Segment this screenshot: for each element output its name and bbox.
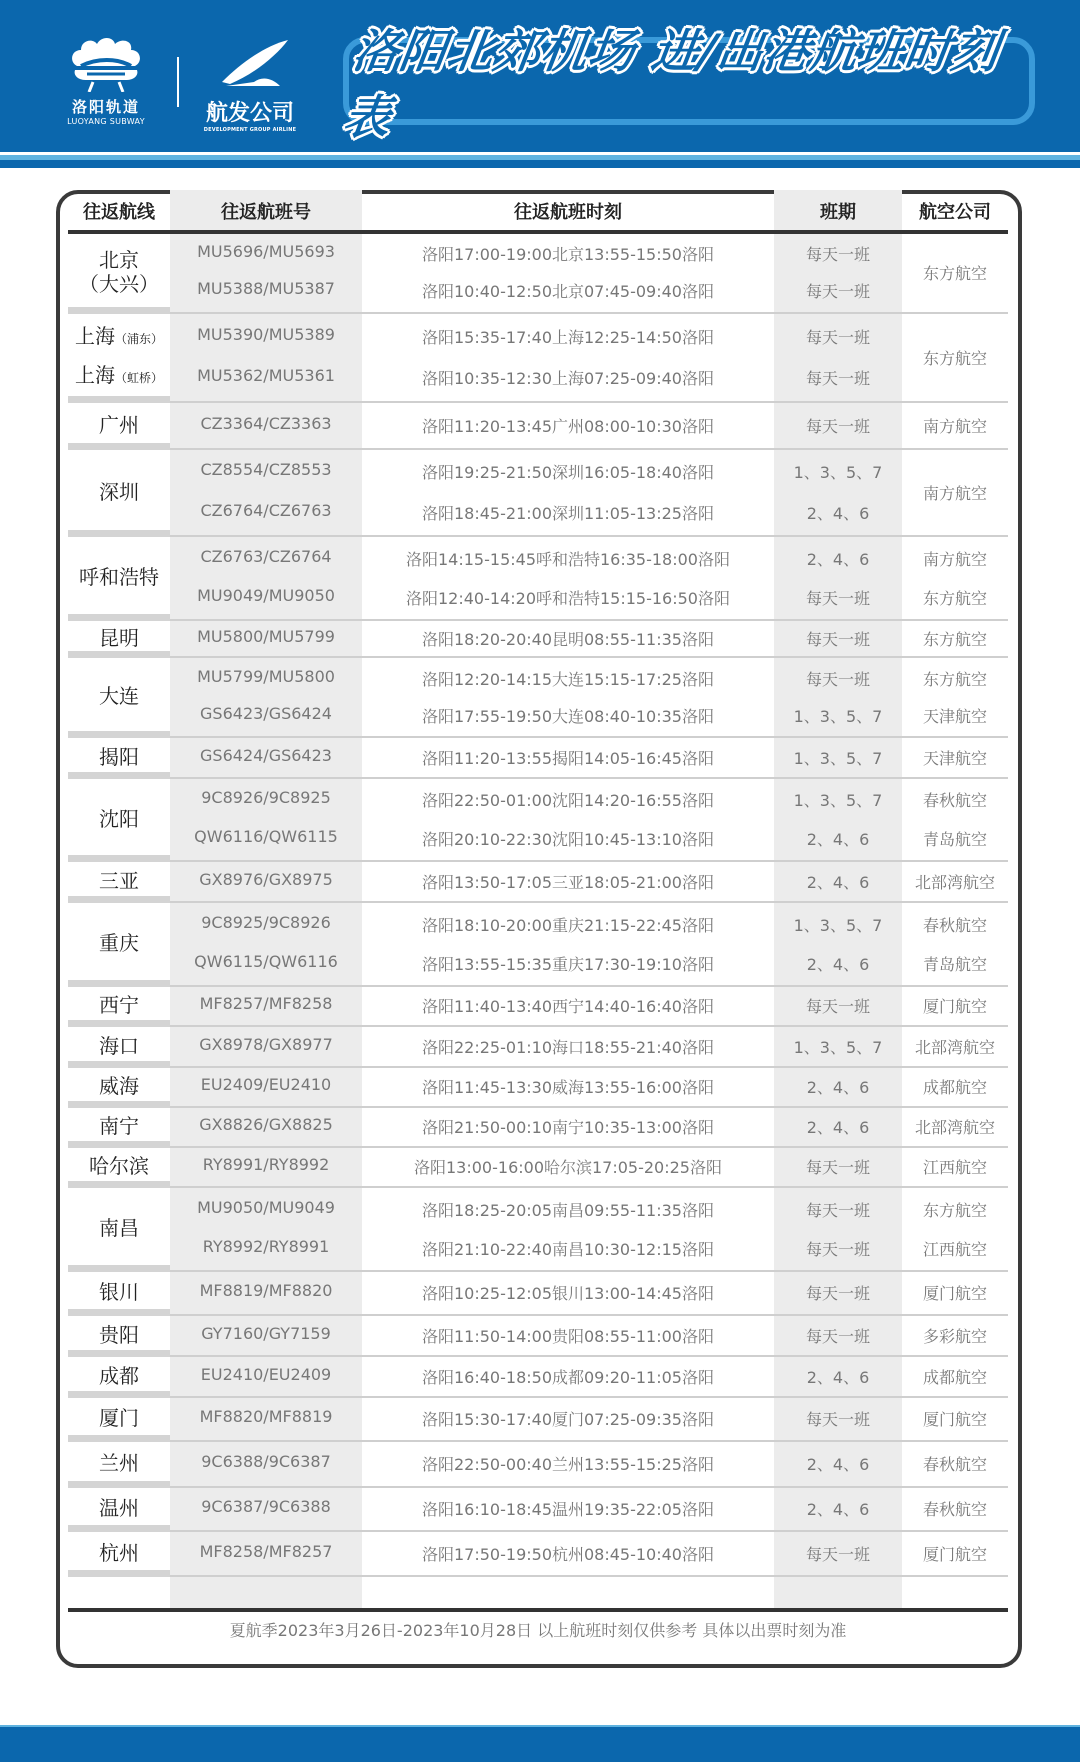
schedule-days: 2、4、6: [806, 550, 870, 569]
airline: 厦门航空: [922, 997, 987, 1016]
schedule-days: 每天一班: [805, 1284, 870, 1303]
flight-times: 洛阳11:40-13:40西宁14:40-16:40洛阳: [422, 997, 714, 1016]
airline: 北部湾航空: [914, 1038, 995, 1057]
flight-number: GX8826/GX8825: [199, 1115, 333, 1134]
route-cell: [68, 987, 170, 1023]
flight-times: 洛阳22:50-01:00沈阳14:20-16:55洛阳: [422, 791, 714, 810]
route-cell: [68, 779, 170, 858]
route-cell: [68, 903, 170, 983]
route-cell: [68, 314, 170, 399]
route-name: 昆明: [99, 625, 139, 650]
row-divider-route: [68, 1101, 170, 1108]
flight-times: 洛阳13:50-17:05三亚18:05-21:00洛阳: [422, 873, 714, 892]
flight-number: MU9049/MU9050: [197, 586, 335, 605]
wing-icon: [210, 38, 290, 90]
airline: 青岛航空: [922, 830, 987, 849]
airline: 南方航空: [922, 417, 987, 436]
flight-number: CZ8554/CZ8553: [200, 460, 332, 479]
row-divider-route: [68, 307, 170, 314]
row-divider-route: [68, 651, 170, 658]
schedule-days: 每天一班: [805, 1158, 870, 1177]
flight-number: 9C6388/9C6387: [201, 1452, 331, 1471]
flight-number: MU5388/MU5387: [197, 279, 335, 298]
flight-number: MU5799/MU5800: [197, 667, 335, 686]
route-name: 贵阳: [99, 1322, 139, 1347]
airline: 厦门航空: [922, 1284, 987, 1303]
route-name: 上海: [74, 323, 115, 348]
route-name: 沈阳: [99, 806, 139, 831]
flight-times: 洛阳18:20-20:40昆明08:55-11:35洛阳: [422, 630, 714, 649]
flight-number: MU9050/MU9049: [197, 1198, 335, 1217]
subway-flower-icon: [67, 36, 145, 92]
airline: 东方航空: [922, 349, 987, 368]
route-cell: [68, 1108, 170, 1144]
row-divider-route: [68, 396, 170, 403]
route-cell: [68, 1488, 170, 1528]
route-name: 北京: [99, 247, 139, 272]
airline: 东方航空: [922, 630, 987, 649]
table-row: [68, 1272, 1008, 1316]
route-name: 三亚: [99, 868, 139, 893]
schedule-days: 2、4、6: [806, 955, 870, 974]
col-header-airline: 航空公司: [919, 202, 991, 223]
route-cell: [68, 1148, 170, 1184]
flight-number: MU5696/MU5693: [197, 242, 335, 261]
route-name: 广州: [99, 412, 139, 437]
schedule-days: 2、4、6: [806, 1455, 870, 1474]
route-name: 上海: [74, 362, 115, 387]
airline: 青岛航空: [922, 955, 987, 974]
airline: 成都航空: [922, 1368, 987, 1387]
table-row: [68, 1148, 1008, 1188]
logo-right-cn: 航发公司: [205, 100, 294, 126]
header-banner: [0, 0, 1080, 152]
row-divider-route: [68, 731, 170, 738]
schedule-days: 2、4、6: [806, 873, 870, 892]
table-row: [68, 1188, 1008, 1272]
flight-number: MF8819/MF8820: [199, 1281, 333, 1300]
schedule-days: 每天一班: [805, 1410, 870, 1429]
title-box: [340, 24, 1035, 144]
row-divider-route: [68, 614, 170, 621]
route-name: 厦门: [99, 1406, 139, 1430]
flight-number: MF8258/MF8257: [199, 1542, 333, 1561]
route-cell: [68, 1442, 170, 1484]
flight-times: 洛阳19:25-21:50深圳16:05-18:40洛阳: [422, 463, 714, 482]
airline: 江西航空: [922, 1240, 987, 1259]
page-title: 洛阳北郊机场 进/出港航班时刻表: [340, 24, 1003, 144]
route-name: 重庆: [99, 931, 139, 955]
table-row: [68, 1027, 1008, 1068]
flight-times: 洛阳18:25-20:05南昌09:55-11:35洛阳: [422, 1201, 714, 1220]
row-divider-route: [68, 443, 170, 450]
flight-times: 洛阳11:20-13:45广州08:00-10:30洛阳: [422, 417, 714, 436]
flight-times: 洛阳10:35-12:30上海07:25-09:40洛阳: [422, 369, 714, 388]
flight-number: MF8257/MF8258: [199, 994, 333, 1013]
airline: 春秋航空: [922, 1500, 987, 1519]
table-header: [68, 190, 1008, 233]
flight-number: 9C6387/9C6388: [201, 1497, 331, 1516]
route-name: 兰州: [99, 1451, 139, 1475]
route-name: 杭州: [99, 1540, 139, 1565]
row-divider-route: [68, 1061, 170, 1068]
flight-times: 洛阳21:50-00:10南宁10:35-13:00洛阳: [422, 1118, 714, 1137]
row-divider-route: [68, 1141, 170, 1148]
flight-times: 洛阳11:20-13:55揭阳14:05-16:45洛阳: [422, 749, 714, 768]
route-airport: （虹桥）: [114, 370, 163, 385]
schedule-days: 每天一班: [805, 997, 870, 1016]
table-row: [68, 658, 1008, 738]
route-cell: [68, 621, 170, 654]
row-divider-route: [68, 1570, 170, 1577]
route-cell: [68, 403, 170, 446]
table-row: [68, 862, 1008, 903]
row-divider-route: [68, 1181, 170, 1188]
schedule-days: 每天一班: [805, 630, 870, 649]
col-header-flight-no: 往返航班号: [221, 202, 311, 223]
route-cell: [68, 738, 170, 775]
schedule-days: 每天一班: [805, 589, 870, 608]
flight-number: GX8976/GX8975: [199, 870, 333, 889]
table-row: [68, 987, 1008, 1027]
route-name: 银川: [99, 1280, 139, 1304]
route-cell: [68, 1272, 170, 1312]
airline: 厦门航空: [922, 1545, 987, 1564]
route-name: 温州: [99, 1496, 139, 1520]
logo-left-cn: 洛阳轨道: [71, 98, 140, 116]
flight-times: 洛阳10:40-12:50北京07:45-09:40洛阳: [422, 282, 714, 301]
flight-number: MU5390/MU5389: [197, 325, 335, 344]
airline: 东方航空: [922, 589, 987, 608]
route-name: 大连: [99, 684, 139, 708]
table-row: [68, 1488, 1008, 1532]
schedule-days: 2、4、6: [806, 504, 870, 523]
row-divider-route: [68, 772, 170, 779]
airline: 南方航空: [922, 484, 987, 503]
route-name: 揭阳: [99, 744, 139, 769]
route-cell: [68, 233, 170, 310]
logo-right-en: DEVELOPMENT GROUP AIRLINE: [203, 127, 297, 133]
flight-number: 9C8926/9C8925: [201, 788, 331, 807]
footer-rule: [68, 1608, 1008, 1612]
flight-number: CZ3364/CZ3363: [200, 414, 332, 433]
row-divider-route: [68, 1525, 170, 1532]
flight-number: MU5362/MU5361: [197, 366, 335, 385]
schedule-days: 1、3、5、7: [793, 749, 883, 768]
table-row: [68, 621, 1008, 658]
airline: 东方航空: [922, 670, 987, 689]
flight-number: EU2409/EU2410: [200, 1075, 332, 1094]
airline: 东方航空: [922, 264, 987, 283]
flight-number: 9C8925/9C8926: [201, 913, 331, 932]
flight-times: 洛阳12:20-14:15大连15:15-17:25洛阳: [422, 670, 714, 689]
schedule-days: 2、4、6: [806, 1078, 870, 1097]
table-row: [68, 1357, 1008, 1398]
airline: 多彩航空: [922, 1327, 987, 1346]
route-name: 西宁: [99, 993, 139, 1017]
row-divider-route: [68, 1391, 170, 1398]
table-row: [68, 779, 1008, 862]
flight-times: 洛阳14:15-15:45呼和浩特16:35-18:00洛阳: [406, 550, 730, 569]
table-row: [68, 1532, 1008, 1577]
table-row: [68, 233, 1008, 314]
airline: 春秋航空: [922, 916, 987, 935]
airline: 春秋航空: [922, 791, 987, 810]
route-cell: [68, 658, 170, 734]
table-row: [68, 903, 1008, 987]
airline: 北部湾航空: [914, 873, 995, 892]
table-row: [68, 1398, 1008, 1442]
table-row: [68, 450, 1008, 537]
row-divider-route: [68, 980, 170, 987]
row-divider-route: [68, 1350, 170, 1357]
table-row-empty: [68, 1577, 1008, 1610]
flight-times: 洛阳15:35-17:40上海12:25-14:50洛阳: [422, 328, 714, 347]
schedule-days: 每天一班: [805, 245, 870, 264]
schedule-days: 每天一班: [805, 417, 870, 436]
table-row: [68, 1108, 1008, 1148]
airline: 春秋航空: [922, 1455, 987, 1474]
route-cell: [68, 450, 170, 533]
route-cell: [68, 1027, 170, 1064]
season-note: 夏航季2023年3月26日-2023年10月28日 以上航班时刻仅供参考 具体以出票时刻为准: [229, 1621, 847, 1640]
route-name: 深圳: [99, 479, 139, 504]
route-name: 南宁: [99, 1114, 139, 1138]
flight-number: CZ6763/CZ6764: [200, 547, 332, 566]
table-row: [68, 1068, 1008, 1108]
airline: 江西航空: [922, 1158, 987, 1177]
flight-times: 洛阳17:50-19:50杭州08:45-10:40洛阳: [422, 1545, 714, 1564]
route-cell: [68, 1398, 170, 1438]
flight-times: 洛阳11:50-14:00贵阳08:55-11:00洛阳: [422, 1327, 714, 1346]
col-header-time: 往返航班时刻: [514, 202, 622, 223]
row-divider-route: [68, 530, 170, 537]
table-row: [68, 314, 1008, 403]
route-airport: （大兴）: [79, 271, 159, 296]
schedule-days: 每天一班: [805, 282, 870, 301]
flight-number: CZ6764/CZ6763: [200, 501, 332, 520]
flight-times: 洛阳13:55-15:35重庆17:30-19:10洛阳: [422, 955, 714, 974]
flight-times: 洛阳20:10-22:30沈阳10:45-13:10洛阳: [422, 830, 714, 849]
header-stripe-dark: [0, 160, 1080, 168]
flight-times: 洛阳18:45-21:00深圳11:05-13:25洛阳: [422, 504, 714, 523]
schedule-days: 2、4、6: [806, 1368, 870, 1387]
route-name: 成都: [99, 1363, 139, 1388]
schedule-days: 2、4、6: [806, 830, 870, 849]
route-cell: [68, 537, 170, 617]
schedule-days: 1、3、5、7: [793, 1038, 883, 1057]
route-name: 海口: [99, 1033, 139, 1058]
schedule-days: 1、3、5、7: [793, 791, 883, 810]
schedule-days: 1、3、5、7: [793, 916, 883, 935]
flight-times: 洛阳11:45-13:30威海13:55-16:00洛阳: [422, 1078, 714, 1097]
route-cell: [68, 1316, 170, 1353]
table-row: [68, 403, 1008, 450]
flight-times: 洛阳21:10-22:40南昌10:30-12:15洛阳: [422, 1240, 714, 1259]
route-name: 南昌: [99, 1216, 139, 1240]
route-cell: [68, 1357, 170, 1394]
route-name: 威海: [99, 1074, 139, 1098]
schedule-days: 每天一班: [805, 1201, 870, 1220]
row-divider-route: [68, 896, 170, 903]
route-cell: [68, 1532, 170, 1573]
flight-times: 洛阳16:40-18:50成都09:20-11:05洛阳: [422, 1368, 714, 1387]
flight-times: 洛阳17:00-19:00北京13:55-15:50洛阳: [422, 245, 714, 264]
flight-number: EU2410/EU2409: [200, 1365, 332, 1384]
route-airport: （浦东）: [114, 331, 163, 346]
table-row: [68, 1316, 1008, 1357]
flight-times: 洛阳10:25-12:05银川13:00-14:45洛阳: [422, 1284, 714, 1303]
airline: 天津航空: [922, 707, 987, 726]
airline: 天津航空: [922, 749, 987, 768]
schedule-days: 每天一班: [805, 369, 870, 388]
flight-number: GS6424/GS6423: [200, 746, 332, 765]
flight-number: RY8992/RY8991: [202, 1237, 330, 1256]
flight-times: 洛阳22:50-00:40兰州13:55-15:25洛阳: [422, 1455, 714, 1474]
schedule-days: 每天一班: [805, 328, 870, 347]
flight-times: 洛阳16:10-18:45温州19:35-22:05洛阳: [422, 1500, 714, 1519]
flight-number: QW6115/QW6116: [194, 952, 338, 971]
luoyang-subway-logo: [66, 36, 146, 126]
flight-number: GY7160/GY7159: [201, 1324, 331, 1343]
footer-banner: [0, 1725, 1080, 1762]
airline: 厦门航空: [922, 1410, 987, 1429]
flight-times: 洛阳17:55-19:50大连08:40-10:35洛阳: [422, 707, 714, 726]
flight-times: 洛阳22:25-01:10海口18:55-21:40洛阳: [422, 1038, 714, 1057]
route-cell: [68, 1068, 170, 1104]
row-divider-route: [68, 1435, 170, 1442]
schedule-days: 1、3、5、7: [793, 707, 883, 726]
airline: 南方航空: [922, 550, 987, 569]
schedule-days: 每天一班: [805, 1240, 870, 1259]
schedule-days: 每天一班: [805, 1545, 870, 1564]
logo-left-en: LUOYANG SUBWAY: [67, 117, 145, 126]
flight-number: GX8978/GX8977: [199, 1035, 333, 1054]
row-divider-route: [68, 1020, 170, 1027]
development-airline-logo: [200, 38, 300, 133]
table-row: [68, 738, 1008, 779]
row-divider-route: [68, 1265, 170, 1272]
table-row: [68, 537, 1008, 621]
schedule-days: 每天一班: [805, 670, 870, 689]
airline: 北部湾航空: [914, 1118, 995, 1137]
logo-divider: [177, 57, 179, 107]
route-cell: [68, 862, 170, 899]
airline: 成都航空: [922, 1078, 987, 1097]
row-divider-route: [68, 855, 170, 862]
flight-number: MU5800/MU5799: [197, 627, 335, 646]
row-divider-route: [68, 1481, 170, 1488]
flight-number: QW6116/QW6115: [194, 827, 338, 846]
table-row: [68, 1442, 1008, 1488]
airline: 东方航空: [922, 1201, 987, 1220]
col-header-route: 往返航线: [83, 202, 155, 223]
flight-number: MF8820/MF8819: [199, 1407, 333, 1426]
row-divider-route: [68, 1309, 170, 1316]
route-name: 哈尔滨: [89, 1154, 149, 1178]
schedule-days: 2、4、6: [806, 1500, 870, 1519]
flight-times: 洛阳18:10-20:00重庆21:15-22:45洛阳: [422, 916, 714, 935]
route-cell: [68, 1188, 170, 1268]
flight-number: RY8991/RY8992: [202, 1155, 330, 1174]
flight-number: GS6423/GS6424: [200, 704, 332, 723]
col-header-schedule: 班期: [820, 202, 856, 223]
schedule-days: 每天一班: [805, 1327, 870, 1346]
schedule-days: 1、3、5、7: [793, 463, 883, 482]
route-name: 呼和浩特: [79, 565, 159, 589]
flight-times: 洛阳12:40-14:20呼和浩特15:15-16:50洛阳: [406, 589, 730, 608]
flight-times: 洛阳15:30-17:40厦门07:25-09:35洛阳: [422, 1410, 714, 1429]
schedule-days: 2、4、6: [806, 1118, 870, 1137]
flight-times: 洛阳13:00-16:00哈尔滨17:05-20:25洛阳: [414, 1158, 722, 1177]
